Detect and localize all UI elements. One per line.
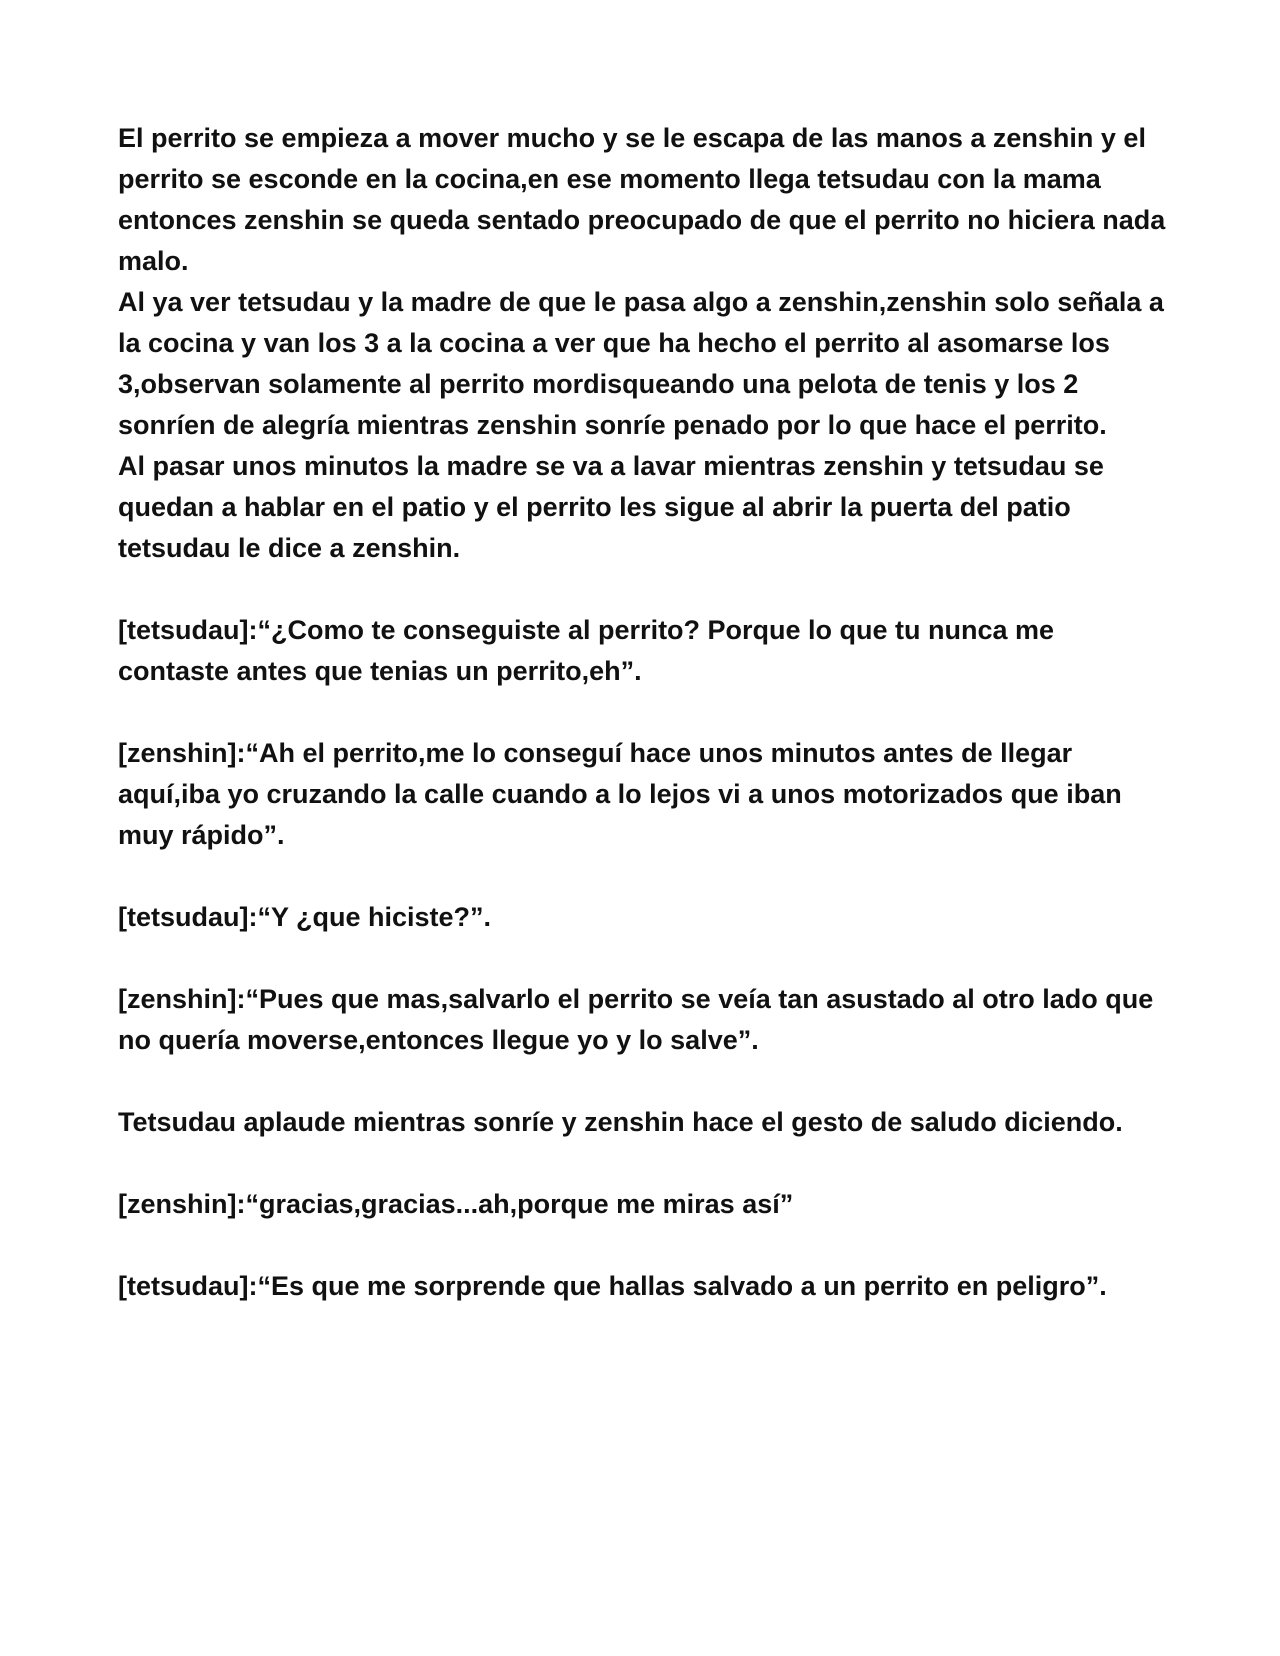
dialogue-zenshin-1: [zenshin]:“Ah el perrito,me lo conseguí hace unos minutos antes de llegar aquí,iba yo cruzando la calle cuando a lo lejos vi a unos motorizados que iban muy rápido”. <box>118 738 1122 850</box>
paragraph-gap <box>118 1225 1168 1266</box>
dialogue-tetsudau-3: [tetsudau]:“Es que me sorprende que hallas salvado a un perrito en peligro”. <box>118 1271 1107 1301</box>
dialogue-tetsudau-1: [tetsudau]:“¿Como te conseguiste al perrito? Porque lo que tu nunca me contaste antes que tenias un perrito,eh”. <box>118 615 1055 686</box>
paragraph-gap <box>118 938 1168 979</box>
narration-paragraph-1: El perrito se empieza a mover mucho y se le escapa de las manos a zenshin y el perrito se esconde en la cocina,en ese momento llega tetsudau con la mama entonces zenshin se queda sentado preocupado de que el perrito no hiciera nada malo. <box>118 123 1166 276</box>
narration-paragraph-4: Tetsudau aplaude mientras sonríe y zenshin hace el gesto de saludo diciendo. <box>118 1107 1123 1137</box>
dialogue-zenshin-3: [zenshin]:“gracias,gracias...ah,porque me miras así” <box>118 1189 794 1219</box>
narration-paragraph-3: Al pasar unos minutos la madre se va a lavar mientras zenshin y tetsudau se quedan a hablar en el patio y el perrito les sigue al abrir la puerta del patio tetsudau le dice a zenshin. <box>118 451 1104 563</box>
dialogue-zenshin-2: [zenshin]:“Pues que mas,salvarlo el perrito se veía tan asustado al otro lado que no quería moverse,entonces llegue yo y lo salve”. <box>118 984 1154 1055</box>
paragraph-gap <box>118 856 1168 897</box>
paragraph-gap <box>118 1143 1168 1184</box>
paragraph-gap <box>118 569 1168 610</box>
paragraph-gap <box>118 1061 1168 1102</box>
narration-paragraph-2: Al ya ver tetsudau y la madre de que le pasa algo a zenshin,zenshin solo señala a la cocina y van los 3 a la cocina a ver que ha hecho el perrito al asomarse los 3,observan solamente al perrito mordisqueando una pelota de tenis y los 2 sonríen de alegría mientras zenshin sonríe penado por lo que hace el perrito. <box>118 287 1164 440</box>
paragraph-gap <box>118 692 1168 733</box>
dialogue-tetsudau-2: [tetsudau]:“Y ¿que hiciste?”. <box>118 902 492 932</box>
document-body <box>118 118 1168 1307</box>
